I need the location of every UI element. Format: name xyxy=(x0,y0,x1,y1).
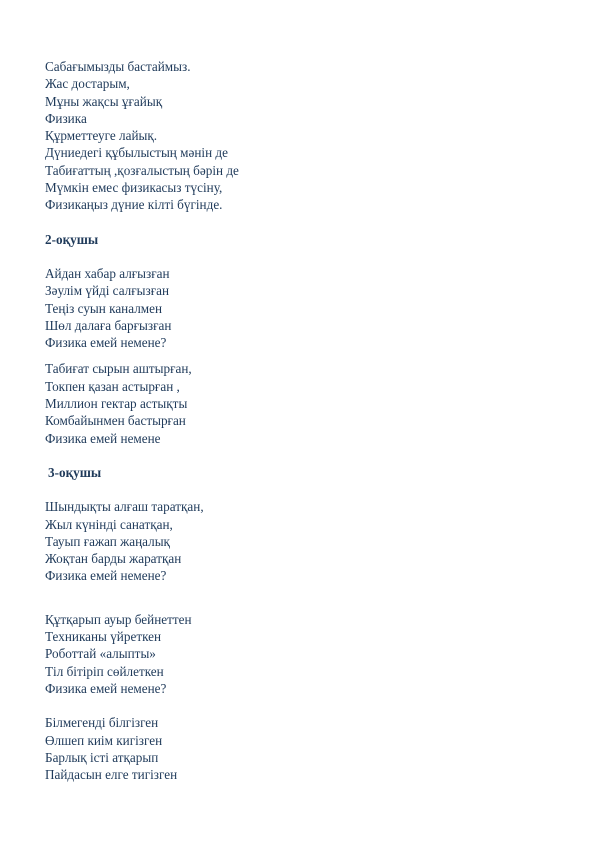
poem-line: Айдан хабар алғызған xyxy=(45,265,170,281)
poem-line: Өлшеп киім кигізген xyxy=(45,732,163,748)
student-3-stanza-3 xyxy=(45,714,565,783)
poem-line: Құрметтеуге лайық. xyxy=(45,128,158,144)
poem-line: Табиғат сырын аштырған, xyxy=(45,361,192,377)
poem-line: Мүмкін емес физикасыз түсіну, xyxy=(45,180,223,196)
poem-line: Тауып ғажап жаңалық xyxy=(45,533,170,549)
poem-line: Дүниедегі құбылыстың мәнін де xyxy=(45,145,228,161)
poem-line: Роботтай «алыпты» xyxy=(45,646,156,662)
poem-line: Комбайынмен бастырған xyxy=(45,413,186,429)
poem-body xyxy=(45,58,565,783)
student-2-stanza-2 xyxy=(45,360,565,446)
student-2-stanza-1 xyxy=(45,265,565,351)
poem-line: Теңіз суын каналмен xyxy=(45,300,163,316)
poem-line: Білмегенді білгізген xyxy=(45,715,159,731)
student-3-heading: 3-оқушы xyxy=(48,464,102,480)
student-2-heading: 2-оқушы xyxy=(45,231,99,247)
intro-stanza xyxy=(45,58,565,214)
poem-line: Физика емей немене? xyxy=(45,680,167,696)
poem-line: Физикаңыз дүние кілті бүгінде. xyxy=(45,197,223,213)
poem-line: Жас достарым, xyxy=(45,76,130,92)
student-3-stanza-1 xyxy=(45,498,565,584)
poem-line: Пайдасын елге тигізген xyxy=(45,767,178,783)
poem-line: Мұны жақсы ұғайық xyxy=(45,93,163,109)
poem-line: Физика емей немене? xyxy=(45,335,167,351)
poem-line: Табиғаттың ,қозғалыстың бәрін де xyxy=(45,162,239,178)
poem-line: Жыл күнінді санатқан, xyxy=(45,516,173,532)
poem-line: Сабағымызды бастаймыз. xyxy=(45,59,191,74)
poem-line: Токпен қазан астырған , xyxy=(45,378,180,394)
poem-line: Тіл бітіріп сөйлеткен xyxy=(45,663,164,679)
poem-line: Физика емей немене? xyxy=(45,568,167,584)
poem-line: Зәулім үйді салғызған xyxy=(45,283,170,299)
poem-line: Жоқтан барды жаратқан xyxy=(45,551,182,567)
poem-line: Шындықты алғаш таратқан, xyxy=(45,499,204,515)
poem-line: Құтқарып ауыр бейнеттен xyxy=(45,611,192,627)
student-3-stanza-2 xyxy=(45,611,565,697)
poem-line: Барлық істі атқарып xyxy=(45,749,159,765)
poem-line: Физика емей немене xyxy=(45,430,161,446)
poem-line: Техниканы үйреткен xyxy=(45,629,162,645)
poem-line: Шөл далаға барғызған xyxy=(45,317,172,333)
poem-line: Физика xyxy=(45,110,87,126)
poem-line: Миллион гектар астықты xyxy=(45,396,188,412)
